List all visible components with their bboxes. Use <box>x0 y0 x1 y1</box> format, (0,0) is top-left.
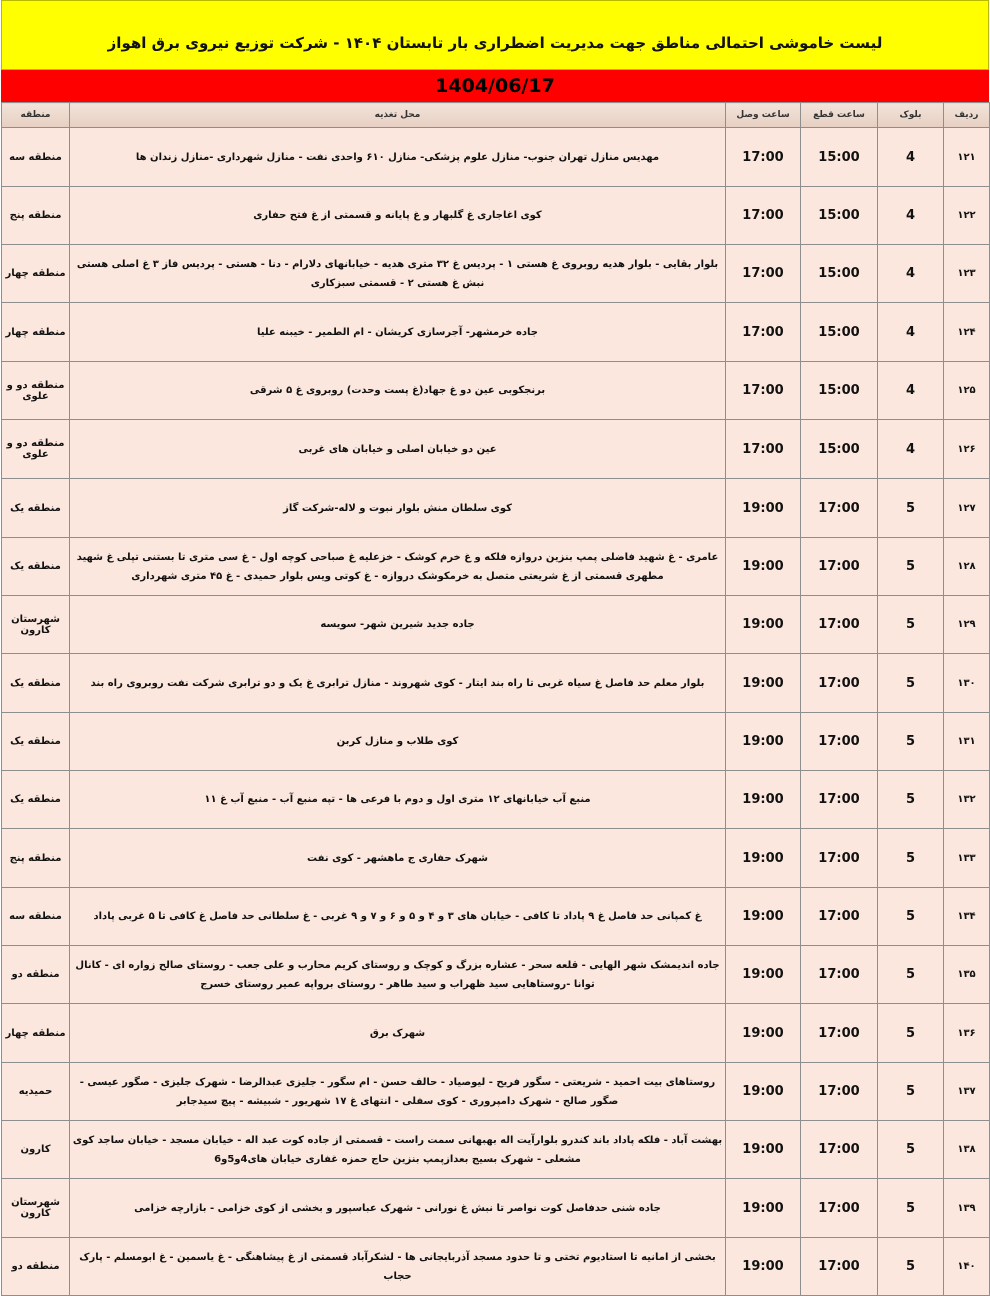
cut-time-cell: 17:00 <box>801 596 878 654</box>
row-number-cell: ۱۳۹ <box>944 1179 990 1238</box>
block-cell: 4 <box>878 128 944 187</box>
table-row <box>2 829 990 888</box>
block-cell: 4 <box>878 420 944 479</box>
region-cell: شهرستان کارون <box>2 1179 70 1238</box>
row-number-cell: ۱۳۳ <box>944 829 990 888</box>
location-cell: بلوار بقایی - بلوار هدیه روبروی غ هستی ۱ - پردیس غ ۳۲ متری هدیه - خیابانهای دلارام - دنا - هستی - پردیس فاز ۳ غ اصلی هستی نبش غ هستی ۲ - قسمتی سبزکاری <box>70 245 726 303</box>
region-cell: منطقه یک <box>2 479 70 538</box>
header-row-number: ردیف <box>944 103 990 128</box>
cut-time-cell: 17:00 <box>801 1004 878 1063</box>
block-cell: 5 <box>878 479 944 538</box>
block-cell: 5 <box>878 538 944 596</box>
location-cell: برنجکوبی عین دو غ جهاد(غ پست وحدت) روبروی غ ۵ شرقی <box>70 362 726 420</box>
row-number-cell: ۱۲۳ <box>944 245 990 303</box>
cut-time-cell: 17:00 <box>801 888 878 946</box>
table-row <box>2 303 990 362</box>
connect-time-cell: 17:00 <box>726 362 801 420</box>
table-row <box>2 1179 990 1238</box>
table-row <box>2 1004 990 1063</box>
table-row <box>2 596 990 654</box>
block-cell: 5 <box>878 596 944 654</box>
connect-time-cell: 19:00 <box>726 538 801 596</box>
outage-table <box>1 102 990 1296</box>
connect-time-cell: 17:00 <box>726 245 801 303</box>
location-cell: شهرک حفاری ج ماهشهر - کوی نفت <box>70 829 726 888</box>
table-row <box>2 1063 990 1121</box>
header-region: منطقه <box>2 103 70 128</box>
location-cell: کوی اغاجاری غ گلبهار و غ پایانه و قسمتی از غ فتح حفاری <box>70 187 726 245</box>
block-cell: 5 <box>878 1121 944 1179</box>
connect-time-cell: 19:00 <box>726 1004 801 1063</box>
location-cell: عامری - غ شهید فاضلی پمپ بنزین دروازه فلکه و غ خرم کوشک - خزعلیه غ صباحی کوچه اول - غ سی متری تا بستنی تپلی غ شهید مطهری قسمتی از غ شریعتی متصل به خرمکوشک دروازه - غ کوتی ویس بلوار حمیدی - غ ۴۵ متری شهرداری <box>70 538 726 596</box>
block-cell: 5 <box>878 829 944 888</box>
table-row <box>2 771 990 829</box>
location-cell: مهدیس منازل تهران جنوب- منازل علوم پزشکی- منازل ۶۱۰ واحدی نفت - منازل شهرداری -منازل زندان ها <box>70 128 726 187</box>
connect-time-cell: 17:00 <box>726 420 801 479</box>
cut-time-cell: 15:00 <box>801 128 878 187</box>
connect-time-cell: 17:00 <box>726 128 801 187</box>
region-cell: منطقه چهار <box>2 1004 70 1063</box>
region-cell: منطقه دو و علوی <box>2 420 70 479</box>
row-number-cell: ۱۳۷ <box>944 1063 990 1121</box>
cut-time-cell: 17:00 <box>801 479 878 538</box>
location-cell: کوی سلطان منش بلوار نبوت و لاله-شرکت گاز <box>70 479 726 538</box>
connect-time-cell: 17:00 <box>726 187 801 245</box>
block-cell: 5 <box>878 946 944 1004</box>
location-cell: جاده شنی حدفاصل کوت نواصر تا نبش غ نورانی - شهرک عباسپور و بخشی از کوی خزامی - بازارچه خزامی <box>70 1179 726 1238</box>
region-cell: منطقه سه <box>2 128 70 187</box>
location-cell: عین دو خیابان اصلی و خیابان های غربی <box>70 420 726 479</box>
location-cell: جاده جدید شیرین شهر- سویسه <box>70 596 726 654</box>
cut-time-cell: 17:00 <box>801 654 878 713</box>
row-number-cell: ۱۲۶ <box>944 420 990 479</box>
connect-time-cell: 19:00 <box>726 713 801 771</box>
row-number-cell: ۱۲۱ <box>944 128 990 187</box>
location-cell: جاده خرمشهر- آجرسازی کریشان - ام الطمیر - خیبنه علیا <box>70 303 726 362</box>
cut-time-cell: 15:00 <box>801 420 878 479</box>
location-cell: روستاهای بیت احمید - شریعتی - سگور فریح - لیوصیاد - حالف حسن - ام سگور - جلیزی عبدالرضا - شهرک جلیزی - صگور عیسی - صگور صالح - شهرک دامپروری - کوی سفلی - انتهای غ ۱۷ شهریور - شبیشه - پیچ سیدجابر <box>70 1063 726 1121</box>
cut-time-cell: 17:00 <box>801 771 878 829</box>
row-number-cell: ۱۳۵ <box>944 946 990 1004</box>
row-number-cell: ۱۲۴ <box>944 303 990 362</box>
block-cell: 4 <box>878 187 944 245</box>
cut-time-cell: 17:00 <box>801 829 878 888</box>
row-number-cell: ۱۲۲ <box>944 187 990 245</box>
region-cell: منطقه چهار <box>2 303 70 362</box>
row-number-cell: ۱۳۴ <box>944 888 990 946</box>
row-number-cell: ۱۲۷ <box>944 479 990 538</box>
region-cell: شهرستان کارون <box>2 596 70 654</box>
cut-time-cell: 17:00 <box>801 713 878 771</box>
location-cell: جاده اندیمشک شهر الهایی - قلعه سحر - عشاره بزرگ و کوچک و روستای کریم محارب و علی جعب - روستای صالح زواره ای - کانال توانا -روستاهایی سید ظهراب و سید طاهر - روستای برواپه عمیر روستای خسرج <box>70 946 726 1004</box>
cut-time-cell: 17:00 <box>801 946 878 1004</box>
region-cell: منطقه دو <box>2 946 70 1004</box>
table-row <box>2 1238 990 1296</box>
row-number-cell: ۱۴۰ <box>944 1238 990 1296</box>
connect-time-cell: 17:00 <box>726 303 801 362</box>
block-cell: 5 <box>878 1238 944 1296</box>
region-cell: منطقه سه <box>2 888 70 946</box>
table-row <box>2 654 990 713</box>
block-cell: 5 <box>878 713 944 771</box>
location-cell: منبع آب خیابانهای ۱۲ متری اول و دوم با فرعی ها - تپه منبع آب - منبع آب غ ۱۱ <box>70 771 726 829</box>
table-row <box>2 713 990 771</box>
row-number-cell: ۱۲۹ <box>944 596 990 654</box>
connect-time-cell: 19:00 <box>726 771 801 829</box>
location-cell: غ کمپانی حد فاصل غ ۹ پاداد تا کافی - خیابان های ۳ و ۴ و ۵ و ۶ و ۷ و ۹ غربی - غ سلطانی حد فاصل غ کافی تا ۵ غربی پاداد <box>70 888 726 946</box>
cut-time-cell: 17:00 <box>801 1238 878 1296</box>
region-cell: منطقه دو و علوی <box>2 362 70 420</box>
connect-time-cell: 19:00 <box>726 1238 801 1296</box>
row-number-cell: ۱۲۵ <box>944 362 990 420</box>
location-cell: بهشت آباد - فلکه پاداد باند کندرو بلوارآیت اله بهبهانی سمت راست - قسمتی از جاده کوت عبد اله - خیابان مسجد - خیابان ساجد کوی مشعلی - شهرک بسیج بعدازپمپ بنزین حاج حمزه غفاری خیابان های4و5و6 <box>70 1121 726 1179</box>
region-cell: کارون <box>2 1121 70 1179</box>
table-row <box>2 128 990 187</box>
region-cell: منطقه یک <box>2 538 70 596</box>
table-row <box>2 538 990 596</box>
table-row <box>2 420 990 479</box>
location-cell: شهرک برق <box>70 1004 726 1063</box>
region-cell: منطقه یک <box>2 713 70 771</box>
block-cell: 5 <box>878 1063 944 1121</box>
cut-time-cell: 17:00 <box>801 1179 878 1238</box>
table-row <box>2 888 990 946</box>
connect-time-cell: 19:00 <box>726 1121 801 1179</box>
cut-time-cell: 15:00 <box>801 362 878 420</box>
row-number-cell: ۱۳۰ <box>944 654 990 713</box>
block-cell: 4 <box>878 362 944 420</box>
block-cell: 5 <box>878 1179 944 1238</box>
page-title: لیست خاموشی احتمالی مناطق جهت مدیریت اضطراری بار تابستان ۱۴۰۴ - شرکت توزیع نیروی برق اهواز <box>1 0 989 70</box>
block-cell: 5 <box>878 888 944 946</box>
header-cut-time: ساعت قطع <box>801 103 878 128</box>
schedule-date: 1404/06/17 <box>1 70 989 102</box>
table-row <box>2 946 990 1004</box>
row-number-cell: ۱۳۱ <box>944 713 990 771</box>
cut-time-cell: 17:00 <box>801 1063 878 1121</box>
connect-time-cell: 19:00 <box>726 654 801 713</box>
location-cell: کوی طلاب و منازل کربن <box>70 713 726 771</box>
connect-time-cell: 19:00 <box>726 1063 801 1121</box>
header-block: بلوک <box>878 103 944 128</box>
table-row <box>2 187 990 245</box>
table-row <box>2 479 990 538</box>
block-cell: 5 <box>878 654 944 713</box>
region-cell: منطقه دو <box>2 1238 70 1296</box>
table-row <box>2 362 990 420</box>
region-cell: حمیدیه <box>2 1063 70 1121</box>
row-number-cell: ۱۳۶ <box>944 1004 990 1063</box>
row-number-cell: ۱۲۸ <box>944 538 990 596</box>
row-number-cell: ۱۳۸ <box>944 1121 990 1179</box>
header-connect-time: ساعت وصل <box>726 103 801 128</box>
block-cell: 4 <box>878 303 944 362</box>
block-cell: 5 <box>878 1004 944 1063</box>
connect-time-cell: 19:00 <box>726 829 801 888</box>
location-cell: بلوار معلم حد فاصل غ سیاه غربی تا راه بند ایتار - کوی شهروند - منازل ترابری غ یک و دو ترابری شرکت نفت روبروی راه بند <box>70 654 726 713</box>
region-cell: منطقه پنج <box>2 187 70 245</box>
table-row <box>2 1121 990 1179</box>
row-number-cell: ۱۳۲ <box>944 771 990 829</box>
block-cell: 5 <box>878 771 944 829</box>
connect-time-cell: 19:00 <box>726 596 801 654</box>
cut-time-cell: 17:00 <box>801 538 878 596</box>
block-cell: 4 <box>878 245 944 303</box>
region-cell: منطقه یک <box>2 654 70 713</box>
header-location: محل تغذیه <box>70 103 726 128</box>
location-cell: بخشی از امانیه تا استادیوم تختی و تا حدود مسجد آذربایجانی ها - لشکرآباد قسمتی از غ پیشاهنگی - غ یاسمین - غ ابومسلم - پارک حجاب <box>70 1238 726 1296</box>
connect-time-cell: 19:00 <box>726 888 801 946</box>
region-cell: منطقه چهار <box>2 245 70 303</box>
cut-time-cell: 15:00 <box>801 187 878 245</box>
connect-time-cell: 19:00 <box>726 479 801 538</box>
cut-time-cell: 17:00 <box>801 1121 878 1179</box>
connect-time-cell: 19:00 <box>726 946 801 1004</box>
table-header-row <box>2 103 990 128</box>
connect-time-cell: 19:00 <box>726 1179 801 1238</box>
cut-time-cell: 15:00 <box>801 303 878 362</box>
table-row <box>2 245 990 303</box>
region-cell: منطقه یک <box>2 771 70 829</box>
cut-time-cell: 15:00 <box>801 245 878 303</box>
region-cell: منطقه پنج <box>2 829 70 888</box>
table-body <box>2 128 990 1296</box>
